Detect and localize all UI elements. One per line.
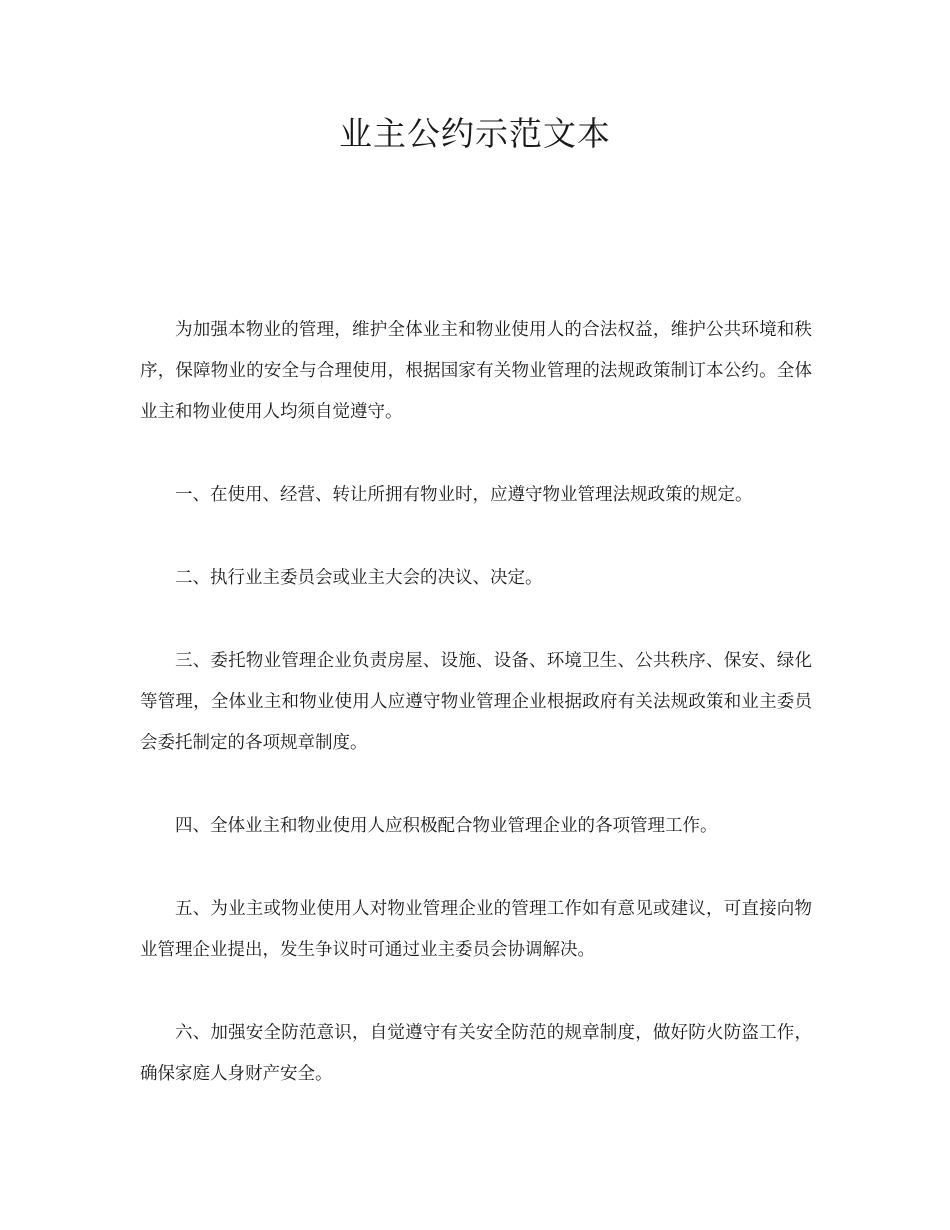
clause-1-paragraph: 一、在使用、经营、转让所拥有物业时，应遵守物业管理法规政策的规定。 (175, 485, 753, 505)
clause-2-paragraph: 二、执行业主委员会或业主大会的决议、决定。 (175, 568, 543, 588)
preamble-paragraph: 为加强本物业的管理，维护全体业主和物业使用人的合法权益，维护公共环境和秩序，保障物业的安全与合理使用，根据国家有关物业管理的法规政策制订本公约。全体业主和物业使用人均须自觉遵守。 (140, 320, 812, 422)
clause-6-paragraph: 六、加强安全防范意识，自觉遵守有关安全防范的规章制度，做好防火防盗工作，确保家庭人身财产安全。 (140, 1023, 812, 1084)
document-title: 业主公约示范文本 (339, 114, 611, 153)
clause-5-paragraph: 五、为业主或物业使用人对物业管理企业的管理工作如有意见或建议，可直接向物业管理企业提出，发生争议时可通过业主委员会协调解决。 (140, 899, 812, 960)
clause-3-paragraph: 三、委托物业管理企业负责房屋、设施、设备、环境卫生、公共秩序、保安、绿化等管理，全体业主和物业使用人应遵守物业管理企业根据政府有关法规政策和业主委员会委托制定的各项规章制度。 (140, 651, 812, 753)
clause-4-paragraph: 四、全体业主和物业使用人应积极配合物业管理企业的各项管理工作。 (175, 816, 718, 836)
document-body (140, 310, 812, 1137)
